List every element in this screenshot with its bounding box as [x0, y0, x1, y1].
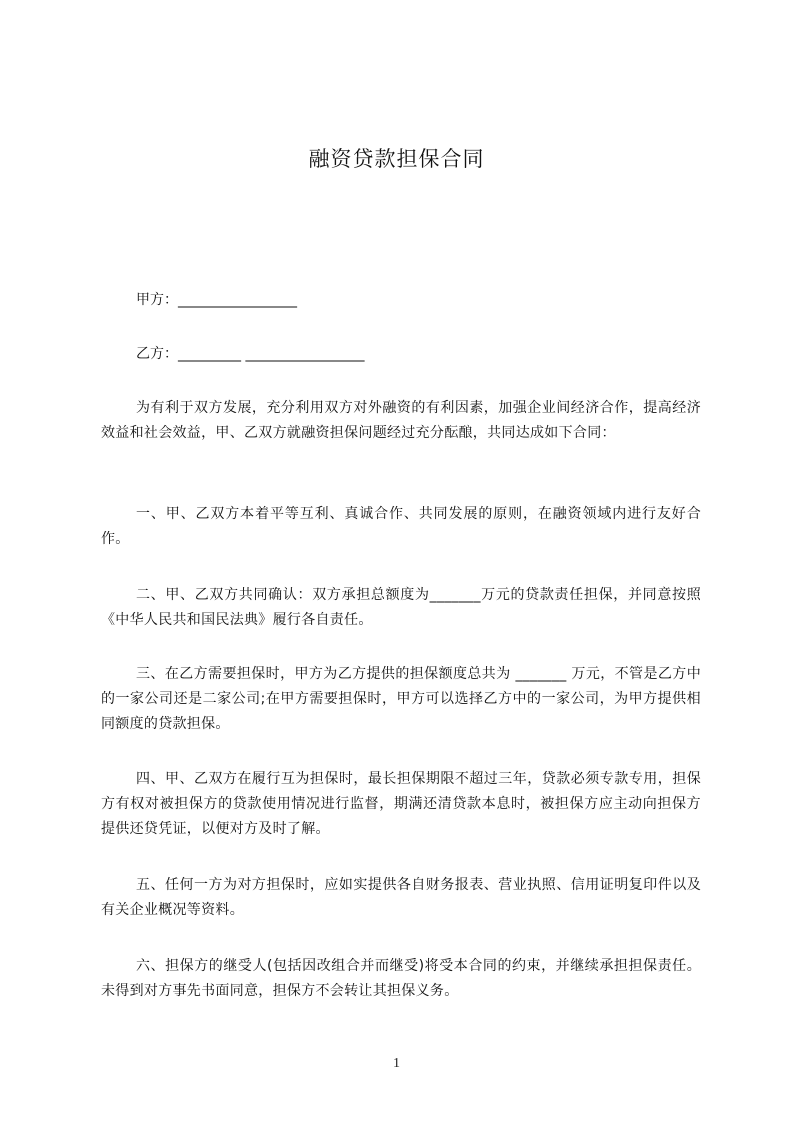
clause-1: 一、甲、乙双方本着平等互利、真诚合作、共同发展的原则，在融资领域内进行友好合作。	[101, 506, 701, 547]
document-title: 融资贷款担保合同	[308, 147, 485, 171]
preamble-paragraph: 为有利于双方发展，充分利用双方对外融资的有利因素，加强企业间经济合作，提高经济效益和社会效益，甲、乙双方就融资担保问题经过充分酝酿，共同达成如下合同：	[101, 400, 701, 441]
party-a-line: 甲方：_________________	[136, 292, 297, 308]
clause-2: 二、甲、乙双方共同确认：双方承担总额度为_______万元的贷款责任担保，并同意按照《中华人民共和国民法典》履行各自责任。	[101, 587, 701, 628]
clause-6: 六、担保方的继受人(包括因改组合并而继受)将受本合同的约束，并继续承担担保责任。未得到对方事先书面同意，担保方不会转让其担保义务。	[101, 958, 701, 999]
page-number: 1	[393, 1056, 400, 1071]
clause-3: 三、在乙方需要担保时，甲方为乙方提供的担保额度总共为 _______ 万元，不管是乙方中的一家公司还是二家公司;在甲方需要担保时，甲方可以选择乙方中的一家公司，为甲方提供相同额度的贷款担保。	[101, 666, 701, 732]
clause-4: 四、甲、乙双方在履行互为担保时，最长担保期限不超过三年，贷款必须专款专用，担保方有权对被担保方的贷款使用情况进行监督，期满还清贷款本息时，被担保方应主动向担保方提供还贷凭证，以便对方及时了解。	[101, 771, 701, 837]
party-b-line: 乙方：_________ _________________	[136, 346, 365, 362]
clause-5: 五、任何一方为对方担保时，应如实提供各自财务报表、营业执照、信用证明复印件以及有关企业概况等资料。	[101, 877, 701, 918]
